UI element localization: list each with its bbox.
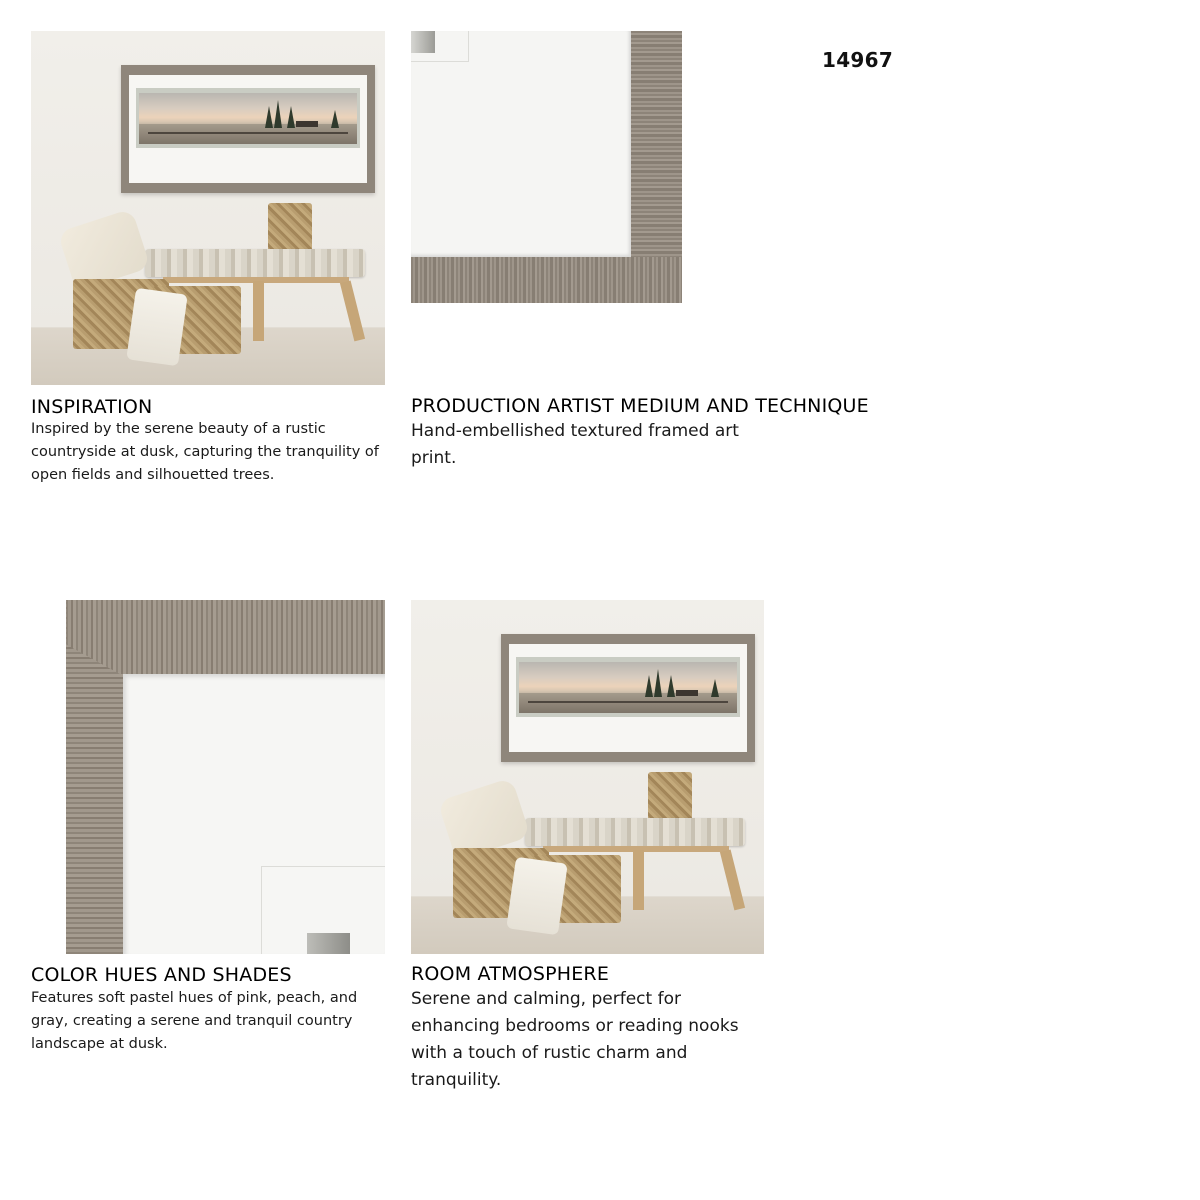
inspiration-heading: INSPIRATION — [31, 396, 153, 418]
room-text: Serene and calming, perfect for enhancing bedrooms or reading nooks with a touch of rustic charm and tranquility. — [411, 989, 739, 1090]
throw-blanket — [126, 288, 188, 367]
frame-corner-closeup — [31, 600, 385, 954]
framed-artwork — [121, 65, 375, 193]
basket — [648, 772, 692, 820]
color-heading: COLOR HUES AND SHADES — [31, 964, 292, 986]
countryside-painting — [139, 93, 357, 144]
inspiration-text: Inspired by the serene beauty of a rustic countryside at dusk, capturing the tranquility of open fields and silhouetted trees. — [31, 421, 379, 483]
countryside-painting — [519, 662, 737, 713]
basket — [268, 203, 312, 251]
medium-heading: PRODUCTION ARTIST MEDIUM AND TECHNIQUE — [411, 395, 869, 417]
bench — [145, 249, 365, 277]
framed-artwork — [501, 634, 755, 762]
color-text: Features soft pastel hues of pink, peach, and gray, creating a serene and tranquil country landscape at dusk. — [31, 990, 358, 1052]
room-scene-image — [31, 31, 385, 385]
room-heading: ROOM ATMOSPHERE — [411, 963, 610, 985]
frame-corner-closeup — [411, 31, 682, 303]
room-scene-image — [411, 600, 764, 954]
throw-blanket — [506, 857, 568, 936]
medium-text: Hand-embellished textured framed art print. — [411, 421, 739, 468]
product-sku: 14967 — [822, 48, 894, 72]
bench — [525, 818, 745, 846]
